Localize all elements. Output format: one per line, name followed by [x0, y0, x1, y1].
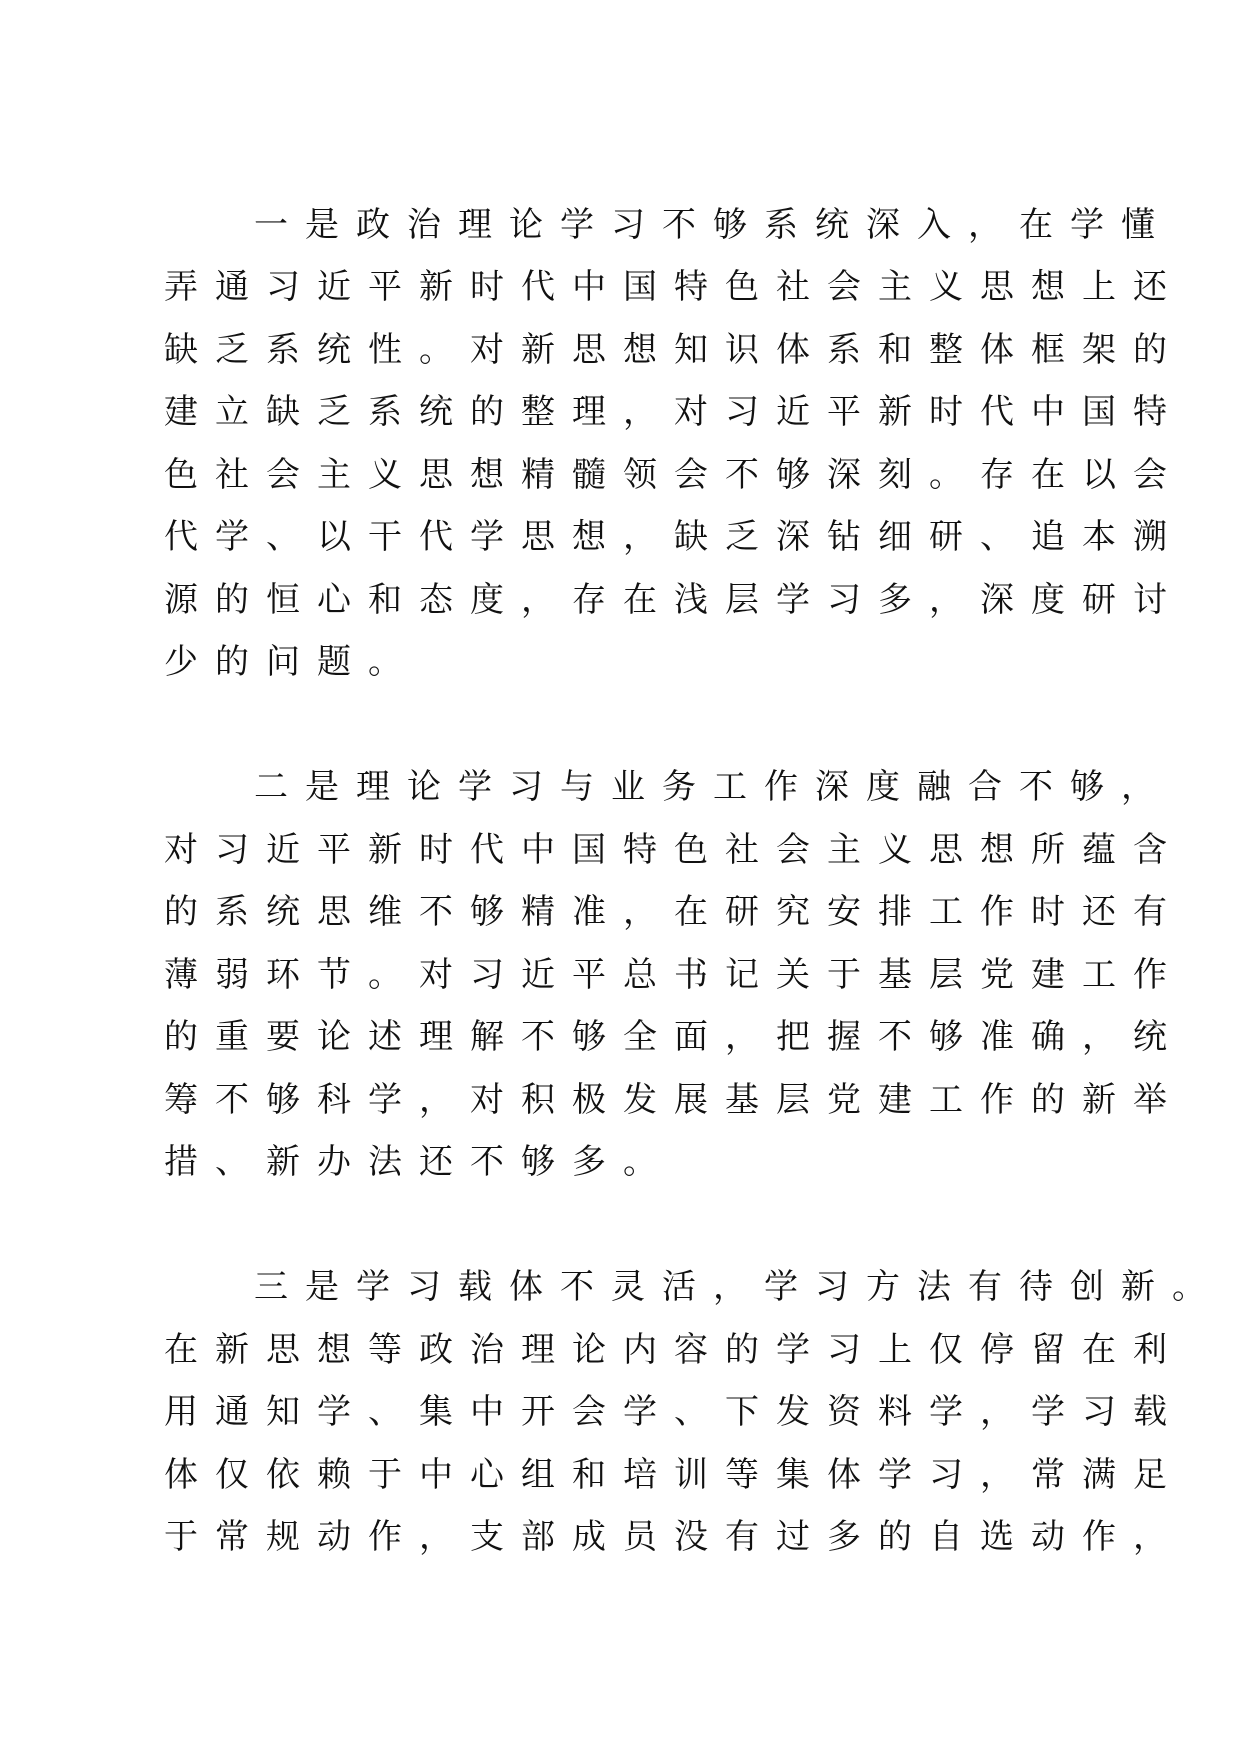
paragraph-1-line-4: 建立缺乏系统的整理，对习近平新时代中国特 — [164, 392, 1184, 432]
paragraph-1-line-5: 色社会主义思想精髓领会不够深刻。存在以会 — [164, 455, 1184, 495]
paragraph-2-line-3: 的系统思维不够精准，在研究安排工作时还有 — [164, 892, 1184, 932]
paragraph-2-line-2: 对习近平新时代中国特色社会主义思想所蕴含 — [164, 830, 1184, 870]
paragraph-2-line-4: 薄弱环节。对习近平总书记关于基层党建工作 — [164, 955, 1184, 995]
paragraph-3-line-1: 三是学习载体不灵活，学习方法有待创新。 — [254, 1267, 1223, 1307]
paragraph-1-line-6: 代学、以干代学思想，缺乏深钻细研、追本溯 — [164, 517, 1184, 557]
paragraph-1-line-8: 少的问题。 — [164, 642, 419, 682]
paragraph-2-line-7: 措、新办法还不够多。 — [164, 1142, 674, 1182]
paragraph-2-line-1: 二是理论学习与业务工作深度融合不够， — [254, 767, 1172, 807]
paragraph-2-line-5: 的重要论述理解不够全面，把握不够准确，统 — [164, 1017, 1184, 1057]
paragraph-3-line-2: 在新思想等政治理论内容的学习上仅停留在利 — [164, 1330, 1184, 1370]
paragraph-1-line-3: 缺乏系统性。对新思想知识体系和整体框架的 — [164, 330, 1184, 370]
paragraph-1-line-7: 源的恒心和态度，存在浅层学习多，深度研讨 — [164, 580, 1184, 620]
paragraph-1-line-2: 弄通习近平新时代中国特色社会主义思想上还 — [164, 267, 1184, 307]
paragraph-1-line-1: 一是政治理论学习不够系统深入，在学懂 — [254, 205, 1172, 245]
paragraph-3-line-5: 于常规动作，支部成员没有过多的自选动作， — [164, 1517, 1184, 1557]
paragraph-3-line-3: 用通知学、集中开会学、下发资料学，学习载 — [164, 1392, 1184, 1432]
paragraph-3-line-4: 体仅依赖于中心组和培训等集体学习，常满足 — [164, 1455, 1184, 1495]
paragraph-2-line-6: 筹不够科学，对积极发展基层党建工作的新举 — [164, 1080, 1184, 1120]
